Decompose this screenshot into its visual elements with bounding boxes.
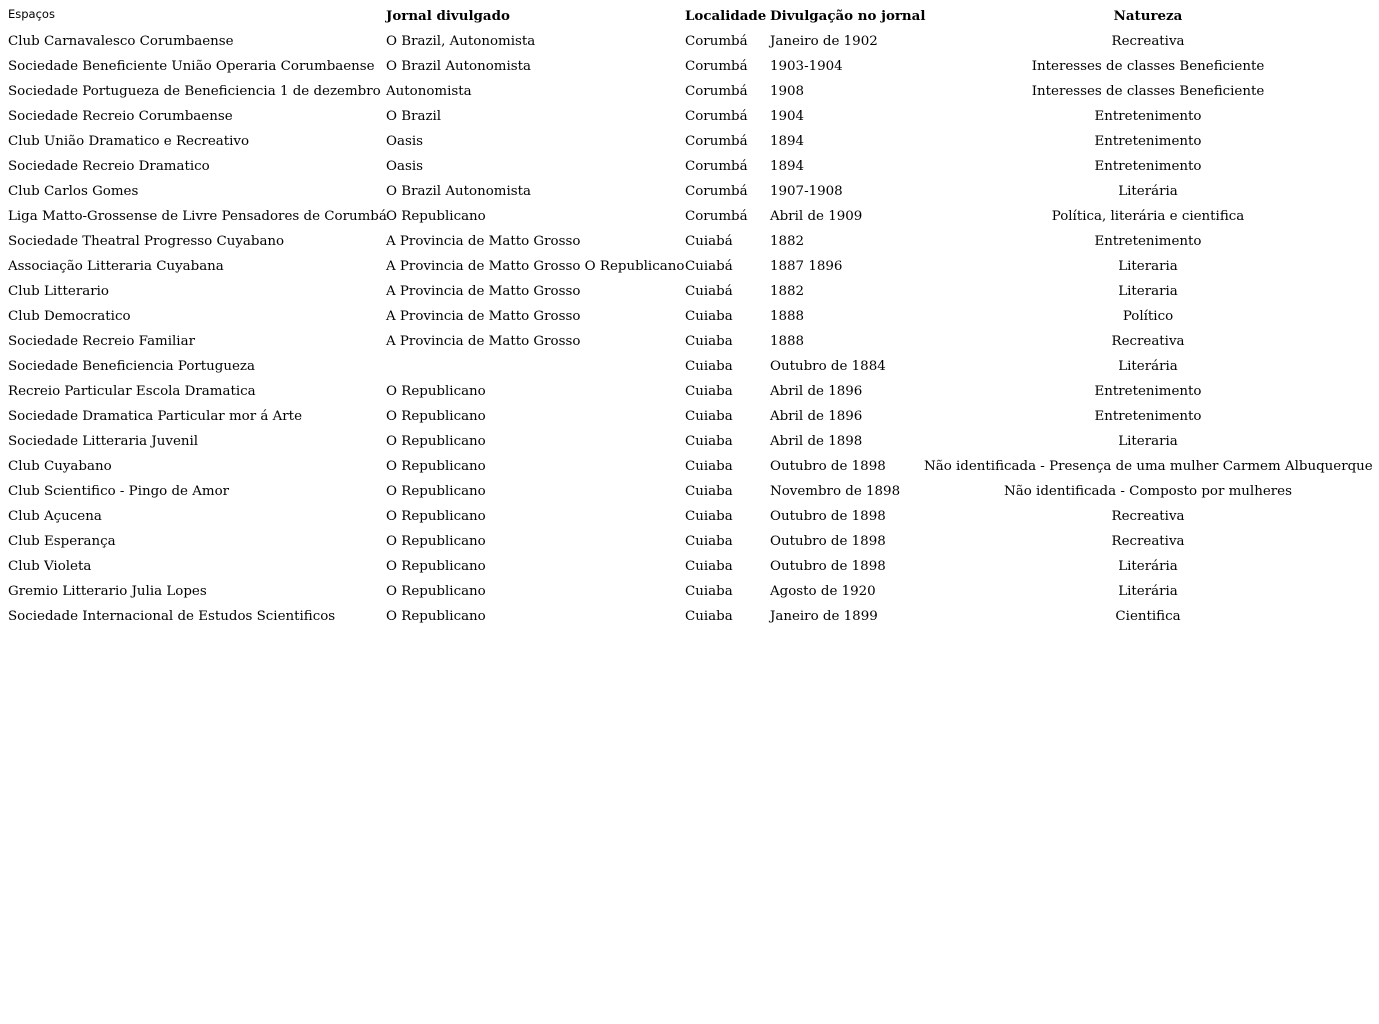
cell-natureza: Entretenimento [1094,109,1202,124]
cell-localidade: Corumbá [685,159,748,174]
cell-espaco: Sociedade Recreio Corumbaense [8,109,233,124]
cell-natureza: Interesses de classes Beneficiente [1031,84,1265,99]
table-row [0,379,1379,404]
cell-divulgacao: 1887 1896 [770,259,843,274]
cell-divulgacao: 1888 [770,334,805,349]
cell-natureza: Literária [1118,584,1178,599]
table-row [0,579,1379,604]
cell-espaco: Sociedade Portugueza de Beneficiencia 1 de dezembro [8,84,381,99]
cell-espaco: Club Cuyabano [8,459,112,474]
cell-jornal: A Provincia de Matto Grosso [386,334,581,349]
cell-jornal: O Brazil, Autonomista [386,34,536,49]
table-row [0,29,1379,54]
cell-jornal: A Provincia de Matto Grosso O Republicano [386,259,685,274]
table-row [0,554,1379,579]
cell-localidade: Corumbá [685,34,748,49]
table-row [0,154,1379,179]
cell-localidade: Cuiaba [685,584,733,599]
cell-divulgacao: 1888 [770,309,805,324]
cell-natureza: Entretenimento [1094,159,1202,174]
header-divulgacao: Divulgação no jornal [770,8,926,24]
cell-espaco: Sociedade Recreio Familiar [8,334,195,349]
cell-natureza: Literária [1118,184,1178,199]
cell-localidade: Cuiaba [685,359,733,374]
cell-localidade: Cuiabá [685,284,733,299]
cell-espaco: Sociedade Litteraria Juvenil [8,434,199,449]
cell-localidade: Cuiaba [685,484,733,499]
cell-espaco: Sociedade Recreio Dramatico [8,159,210,174]
cell-divulgacao: 1894 [770,134,805,149]
cell-natureza: Literária [1118,359,1178,374]
cell-espaco: Club Carnavalesco Corumbaense [8,34,234,49]
cell-jornal: O Brazil [386,109,442,124]
table-row [0,354,1379,379]
cell-jornal: O Brazil Autonomista [386,59,531,74]
cell-natureza: Não identificada - Presença de uma mulher Carmem Albuquerque [924,459,1373,474]
cell-jornal: O Republicano [386,209,486,224]
cell-natureza: Literária [1118,559,1178,574]
table-row [0,54,1379,79]
cell-jornal: O Republicano [386,559,486,574]
cell-natureza: Política, literária e cientifica [1051,209,1245,224]
cell-espaco: Liga Matto-Grossense de Livre Pensadores de Corumbá [8,209,387,224]
cell-localidade: Cuiaba [685,559,733,574]
cell-divulgacao: 1907-1908 [770,184,843,199]
cell-espaco: Associação Litteraria Cuyabana [8,259,224,274]
cell-natureza: Entretenimento [1094,234,1202,249]
cell-espaco: Gremio Litterario Julia Lopes [8,584,207,599]
cell-jornal: O Republicano [386,609,486,624]
cell-espaco: Sociedade Beneficiente União Operaria Corumbaense [8,59,375,74]
table-row [0,254,1379,279]
cell-jornal: O Republicano [386,434,486,449]
cell-divulgacao: 1894 [770,159,805,174]
cell-localidade: Cuiabá [685,234,733,249]
cell-natureza: Recreativa [1111,509,1185,524]
cell-jornal: A Provincia de Matto Grosso [386,284,581,299]
cell-divulgacao: Outubro de 1884 [770,359,886,374]
cell-localidade: Cuiaba [685,334,733,349]
cell-divulgacao: Outubro de 1898 [770,559,886,574]
cell-divulgacao: 1903-1904 [770,59,843,74]
cell-espaco: Club Scientifico - Pingo de Amor [8,484,230,499]
cell-jornal: Oasis [386,159,423,174]
cell-divulgacao: Outubro de 1898 [770,534,886,549]
cell-divulgacao: Novembro de 1898 [770,484,901,499]
table-row [0,179,1379,204]
table-row [0,504,1379,529]
cell-natureza: Não identificada - Composto por mulheres [1004,484,1292,499]
table-row [0,329,1379,354]
table-row [0,229,1379,254]
header-localidade: Localidade [685,8,767,24]
cell-espaco: Sociedade Dramatica Particular mor á Arte [8,409,302,424]
cell-localidade: Cuiaba [685,384,733,399]
cell-jornal: O Republicano [386,409,486,424]
cell-natureza: Entretenimento [1094,409,1202,424]
cell-jornal: O Republicano [386,484,486,499]
cell-localidade: Cuiaba [685,459,733,474]
cell-espaco: Sociedade Theatral Progresso Cuyabano [8,234,285,249]
cell-localidade: Cuiaba [685,309,733,324]
cell-localidade: Corumbá [685,134,748,149]
cell-espaco: Sociedade Beneficiencia Portugueza [8,359,255,374]
cell-espaco: Club Carlos Gomes [8,184,139,199]
cell-divulgacao: Abril de 1896 [770,409,863,424]
cell-jornal: Oasis [386,134,423,149]
cell-localidade: Cuiaba [685,534,733,549]
cell-jornal: O Republicano [386,459,486,474]
cell-espaco: Club Violeta [8,559,92,574]
cell-natureza: Literaria [1118,434,1178,449]
cell-natureza: Recreativa [1111,534,1185,549]
cell-localidade: Corumbá [685,209,748,224]
cell-divulgacao: Outubro de 1898 [770,459,886,474]
table-header-row [0,4,1379,29]
cell-jornal: O Republicano [386,534,486,549]
cell-localidade: Cuiaba [685,434,733,449]
cell-natureza: Literaria [1118,284,1178,299]
table-row [0,129,1379,154]
cell-natureza: Entretenimento [1094,134,1202,149]
table-row [0,479,1379,504]
cell-natureza: Entretenimento [1094,384,1202,399]
table-row [0,404,1379,429]
cell-localidade: Corumbá [685,184,748,199]
cell-jornal: O Republicano [386,384,486,399]
table-row [0,104,1379,129]
cell-natureza: Cientifica [1115,609,1181,624]
cell-divulgacao: Agosto de 1920 [770,584,876,599]
table-row [0,454,1379,479]
cell-natureza: Recreativa [1111,334,1185,349]
cell-espaco: Recreio Particular Escola Dramatica [8,384,256,399]
cell-natureza: Recreativa [1111,34,1185,49]
cell-divulgacao: 1908 [770,84,805,99]
cell-divulgacao: 1882 [770,234,805,249]
cell-jornal: O Republicano [386,509,486,524]
table-row [0,604,1379,629]
cell-divulgacao: Janeiro de 1902 [770,34,878,49]
table-row [0,529,1379,554]
cell-divulgacao: Janeiro de 1899 [770,609,878,624]
cell-espaco: Club Litterario [8,284,109,299]
cell-jornal: A Provincia de Matto Grosso [386,234,581,249]
cell-jornal: O Republicano [386,584,486,599]
cell-localidade: Corumbá [685,109,748,124]
cell-divulgacao: Abril de 1896 [770,384,863,399]
cell-localidade: Cuiabá [685,259,733,274]
cell-localidade: Cuiaba [685,609,733,624]
table-row [0,204,1379,229]
table-row [0,429,1379,454]
cell-natureza: Interesses de classes Beneficiente [1031,59,1265,74]
header-natureza: Natureza [1113,8,1183,24]
cell-espaco: Club Esperança [8,534,116,549]
cell-espaco: Club Açucena [8,509,102,524]
cell-divulgacao: Outubro de 1898 [770,509,886,524]
cell-espaco: Sociedade Internacional de Estudos Scientificos [8,609,336,624]
cell-jornal: O Brazil Autonomista [386,184,531,199]
cell-divulgacao: Abril de 1898 [770,434,863,449]
cell-natureza: Político [1122,309,1174,324]
table-body [0,29,1379,629]
cell-divulgacao: 1904 [770,109,805,124]
cell-localidade: Corumbá [685,84,748,99]
cell-espaco: Club União Dramatico e Recreativo [8,134,250,149]
cell-divulgacao: 1882 [770,284,805,299]
cell-divulgacao: Abril de 1909 [770,209,863,224]
cell-jornal: A Provincia de Matto Grosso [386,309,581,324]
cell-natureza: Literaria [1118,259,1178,274]
cell-localidade: Cuiaba [685,509,733,524]
header-espacos: Espaços [8,7,55,21]
cell-localidade: Corumbá [685,59,748,74]
data-table [0,4,1379,629]
cell-jornal: Autonomista [386,84,472,99]
cell-espaco: Club Democratico [8,309,131,324]
table-row [0,304,1379,329]
table-row [0,279,1379,304]
cell-localidade: Cuiaba [685,409,733,424]
table-row [0,79,1379,104]
header-jornal: Jornal divulgado [386,8,510,24]
